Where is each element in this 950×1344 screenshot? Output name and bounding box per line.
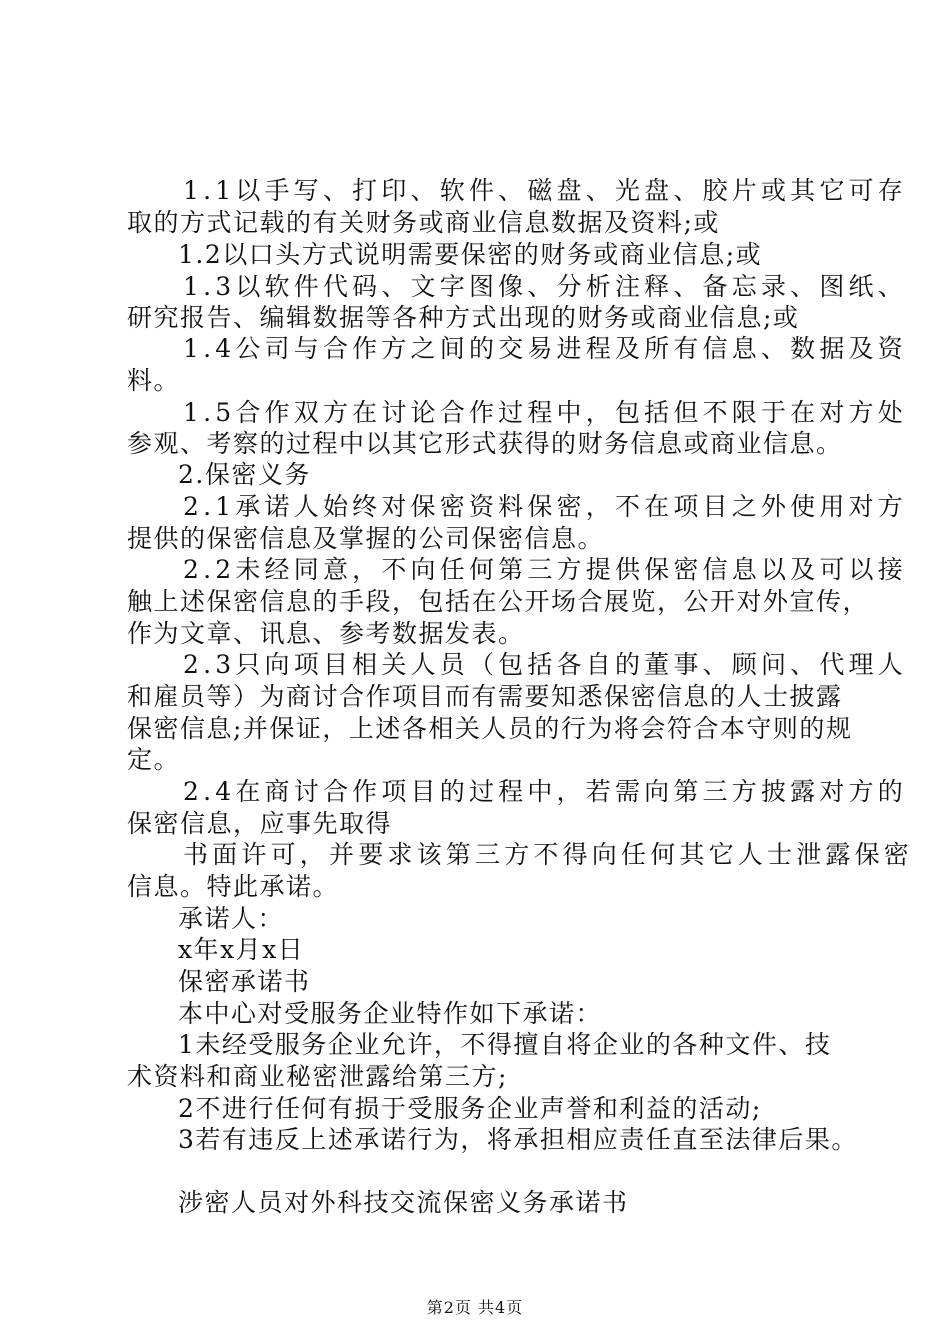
text-line: 1.5合作双方在讨论合作过程中，包括但不限于在对方处 <box>183 398 907 427</box>
text-line: 术资料和商业秘密泄露给第三方; <box>127 1062 508 1091</box>
text-line: 定。 <box>127 745 181 774</box>
text-line: 1.3以软件代码、文字图像、分析注释、备忘录、图纸、 <box>183 272 907 301</box>
text-line: 3若有违反上述承诺行为，将承担相应责任直至法律后果。 <box>178 1125 858 1154</box>
text-line: 参观、考察的过程中以其它形式获得的财务信息或商业信息。 <box>127 429 843 458</box>
text-line: 取的方式记载的有关财务或商业信息数据及资料;或 <box>127 208 720 237</box>
document-subtitle: 保密承诺书 <box>178 967 311 996</box>
text-line: 1.2以口头方式说明需要保密的财务或商业信息;或 <box>178 240 763 269</box>
date-line: x年x月x日 <box>178 935 305 964</box>
text-line: 2不进行任何有损于受服务企业声誉和利益的活动; <box>178 1094 762 1123</box>
text-line: 研究报告、编辑数据等各种方式出现的财务或商业信息;或 <box>127 303 800 332</box>
text-line: 提供的保密信息及掌握的公司保密信息。 <box>127 524 605 553</box>
section-heading: 2.保密义务 <box>178 460 311 489</box>
text-line: 2.1承诺人始终对保密资料保密，不在项目之外使用对方 <box>183 492 907 521</box>
text-line: 2.3只向项目相关人员（包括各自的董事、顾问、代理人 <box>183 650 907 679</box>
text-line: 作为文章、讯息、参考数据发表。 <box>127 619 525 648</box>
document-title: 涉密人员对外科技交流保密义务承诺书 <box>178 1188 629 1217</box>
text-line: 2.4在商讨合作项目的过程中，若需向第三方披露对方的 <box>183 777 907 806</box>
text-line: 2.2未经同意，不向任何第三方提供保密信息以及可以接 <box>183 555 907 584</box>
text-line: 保密信息;并保证，上述各相关人员的行为将会符合本守则的规 <box>127 714 853 743</box>
text-line: 料。 <box>127 366 181 395</box>
text-line: 本中心对受服务企业特作如下承诺： <box>178 999 603 1028</box>
text-line: 1.1以手写、打印、软件、磁盘、光盘、胶片或其它可存 <box>183 176 907 205</box>
text-line: 1未经受服务企业允许，不得擅自将企业的各种文件、技 <box>178 1030 832 1059</box>
text-line: 信息。特此承诺。 <box>127 872 340 901</box>
text-line: 和雇员等）为商讨合作项目而有需要知悉保密信息的人士披露 <box>127 682 843 711</box>
text-line: 保密信息，应事先取得 <box>127 809 393 838</box>
text-line: 触上述保密信息的手段，包括在公开场合展览，公开对外宣传， <box>127 587 870 616</box>
text-line: 书面许可，并要求该第三方不得向任何其它人士泄露保密 <box>183 840 914 869</box>
page-footer: 第2页 共4页 <box>426 1298 524 1317</box>
text-line: 1.4公司与合作方之间的交易进程及所有信息、数据及资 <box>183 334 907 363</box>
signer-label: 承诺人： <box>178 904 285 933</box>
